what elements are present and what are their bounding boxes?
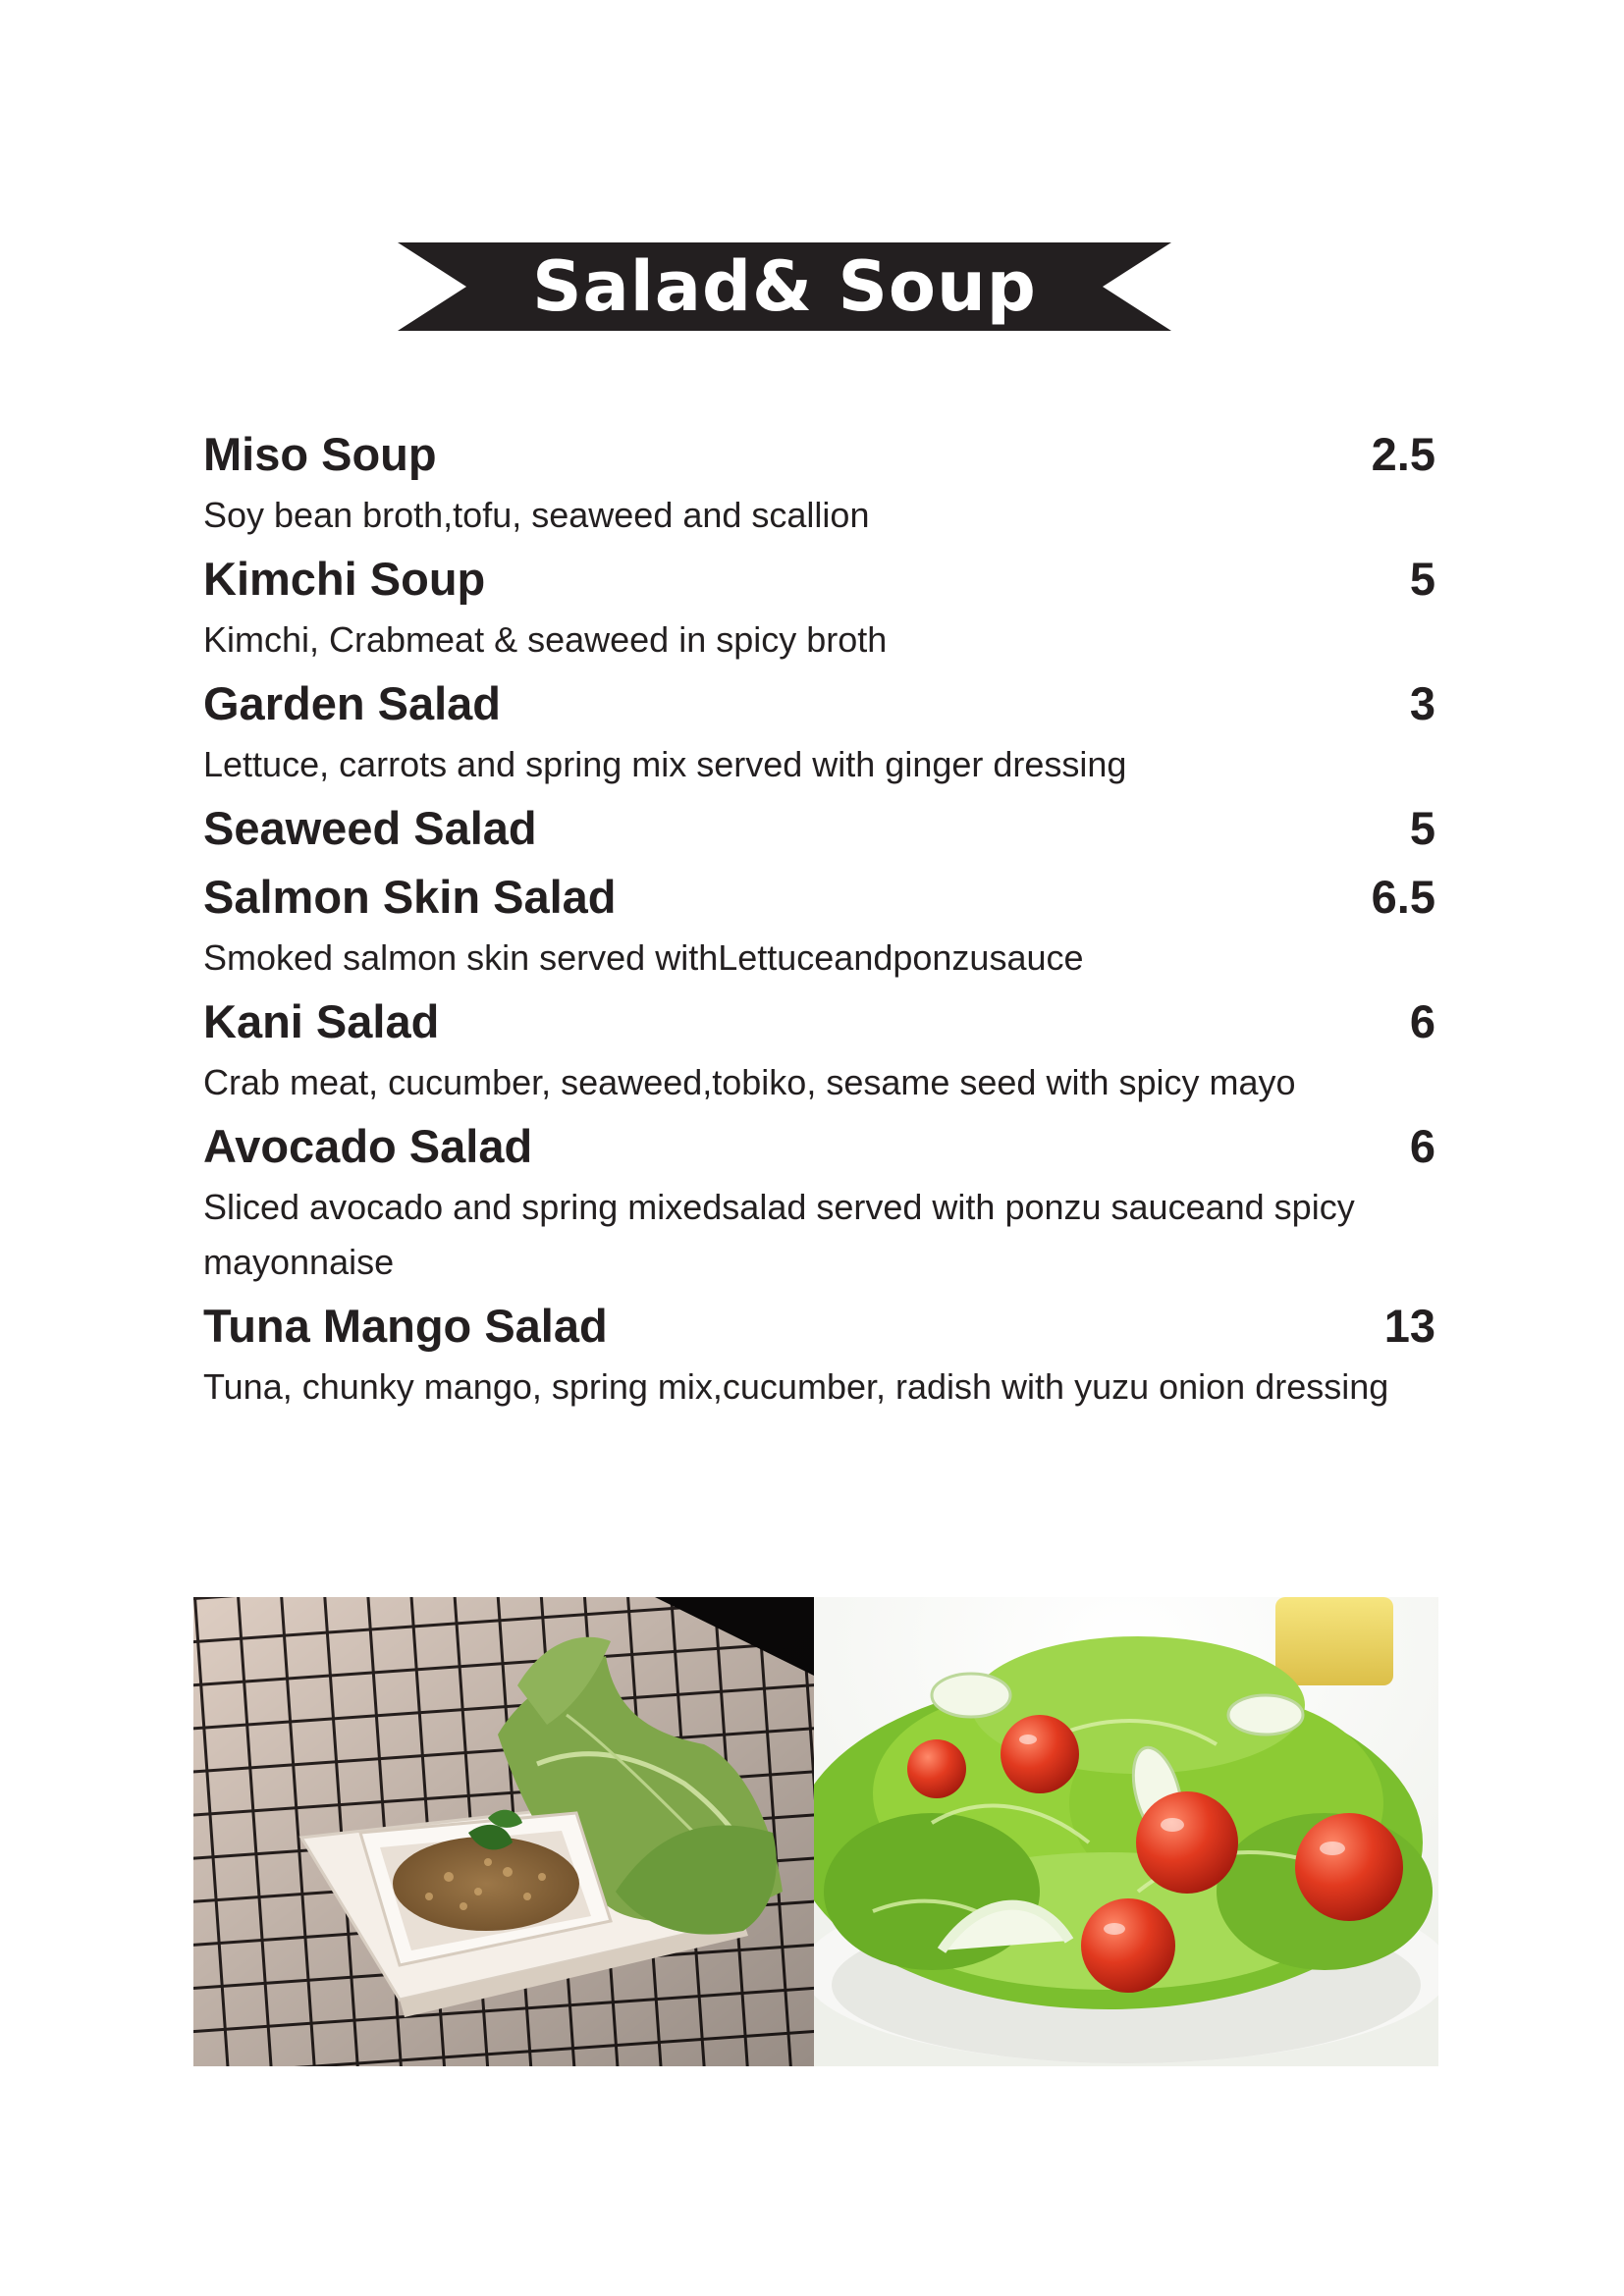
item-description: Tuna, chunky mango, spring mix,cucumber, radish with yuzu onion dressing — [203, 1366, 1389, 1407]
lettuce-wrap-photo — [193, 1597, 814, 2066]
menu-item-garden-salad — [203, 671, 1435, 792]
food-photos — [193, 1597, 1438, 2066]
menu-list — [203, 422, 1435, 1415]
item-description: Kimchi, Crabmeat & seaweed in spicy broth — [203, 619, 888, 660]
item-price: 3 — [1409, 677, 1435, 729]
item-price: 13 — [1383, 1300, 1435, 1352]
item-description: Lettuce, carrots and spring mix served with ginger dressing — [203, 744, 1127, 784]
item-name: Garden Salad — [203, 677, 501, 729]
item-name: Tuna Mango Salad — [203, 1300, 608, 1352]
item-name: Salmon Skin Salad — [203, 871, 617, 923]
menu-item-tuna-mango-salad — [203, 1294, 1435, 1415]
menu-item-salmon-skin-salad — [203, 865, 1435, 986]
item-description: Soy bean broth,tofu, seaweed and scallion — [203, 495, 870, 535]
item-price: 6 — [1409, 1120, 1435, 1172]
green-salad-photo — [814, 1597, 1438, 2066]
section-title: Salad& Soup — [532, 246, 1037, 327]
item-description: Smoked salmon skin served withLettuceandponzusauce — [203, 937, 1084, 978]
menu-item-avocado-salad — [203, 1114, 1435, 1290]
item-name: Kani Salad — [203, 995, 440, 1047]
section-banner — [398, 242, 1171, 331]
item-name: Seaweed Salad — [203, 802, 537, 854]
item-description: Sliced avocado and spring mixedsalad served with ponzu sauceand spicy mayonnaise — [203, 1187, 1355, 1282]
item-price: 6.5 — [1371, 871, 1435, 923]
item-price: 6 — [1409, 995, 1435, 1047]
item-name: Miso Soup — [203, 428, 437, 480]
item-price: 5 — [1409, 802, 1435, 854]
menu-item-kani-salad — [203, 989, 1435, 1110]
item-name: Kimchi Soup — [203, 553, 486, 605]
item-name: Avocado Salad — [203, 1120, 533, 1172]
menu-item-kimchi-soup — [203, 547, 1435, 667]
item-description: Crab meat, cucumber, seaweed,tobiko, sesame seed with spicy mayo — [203, 1062, 1296, 1102]
item-price: 2.5 — [1371, 428, 1435, 480]
item-price: 5 — [1409, 553, 1435, 605]
menu-item-miso-soup — [203, 422, 1435, 543]
menu-item-seaweed-salad — [203, 796, 1435, 861]
